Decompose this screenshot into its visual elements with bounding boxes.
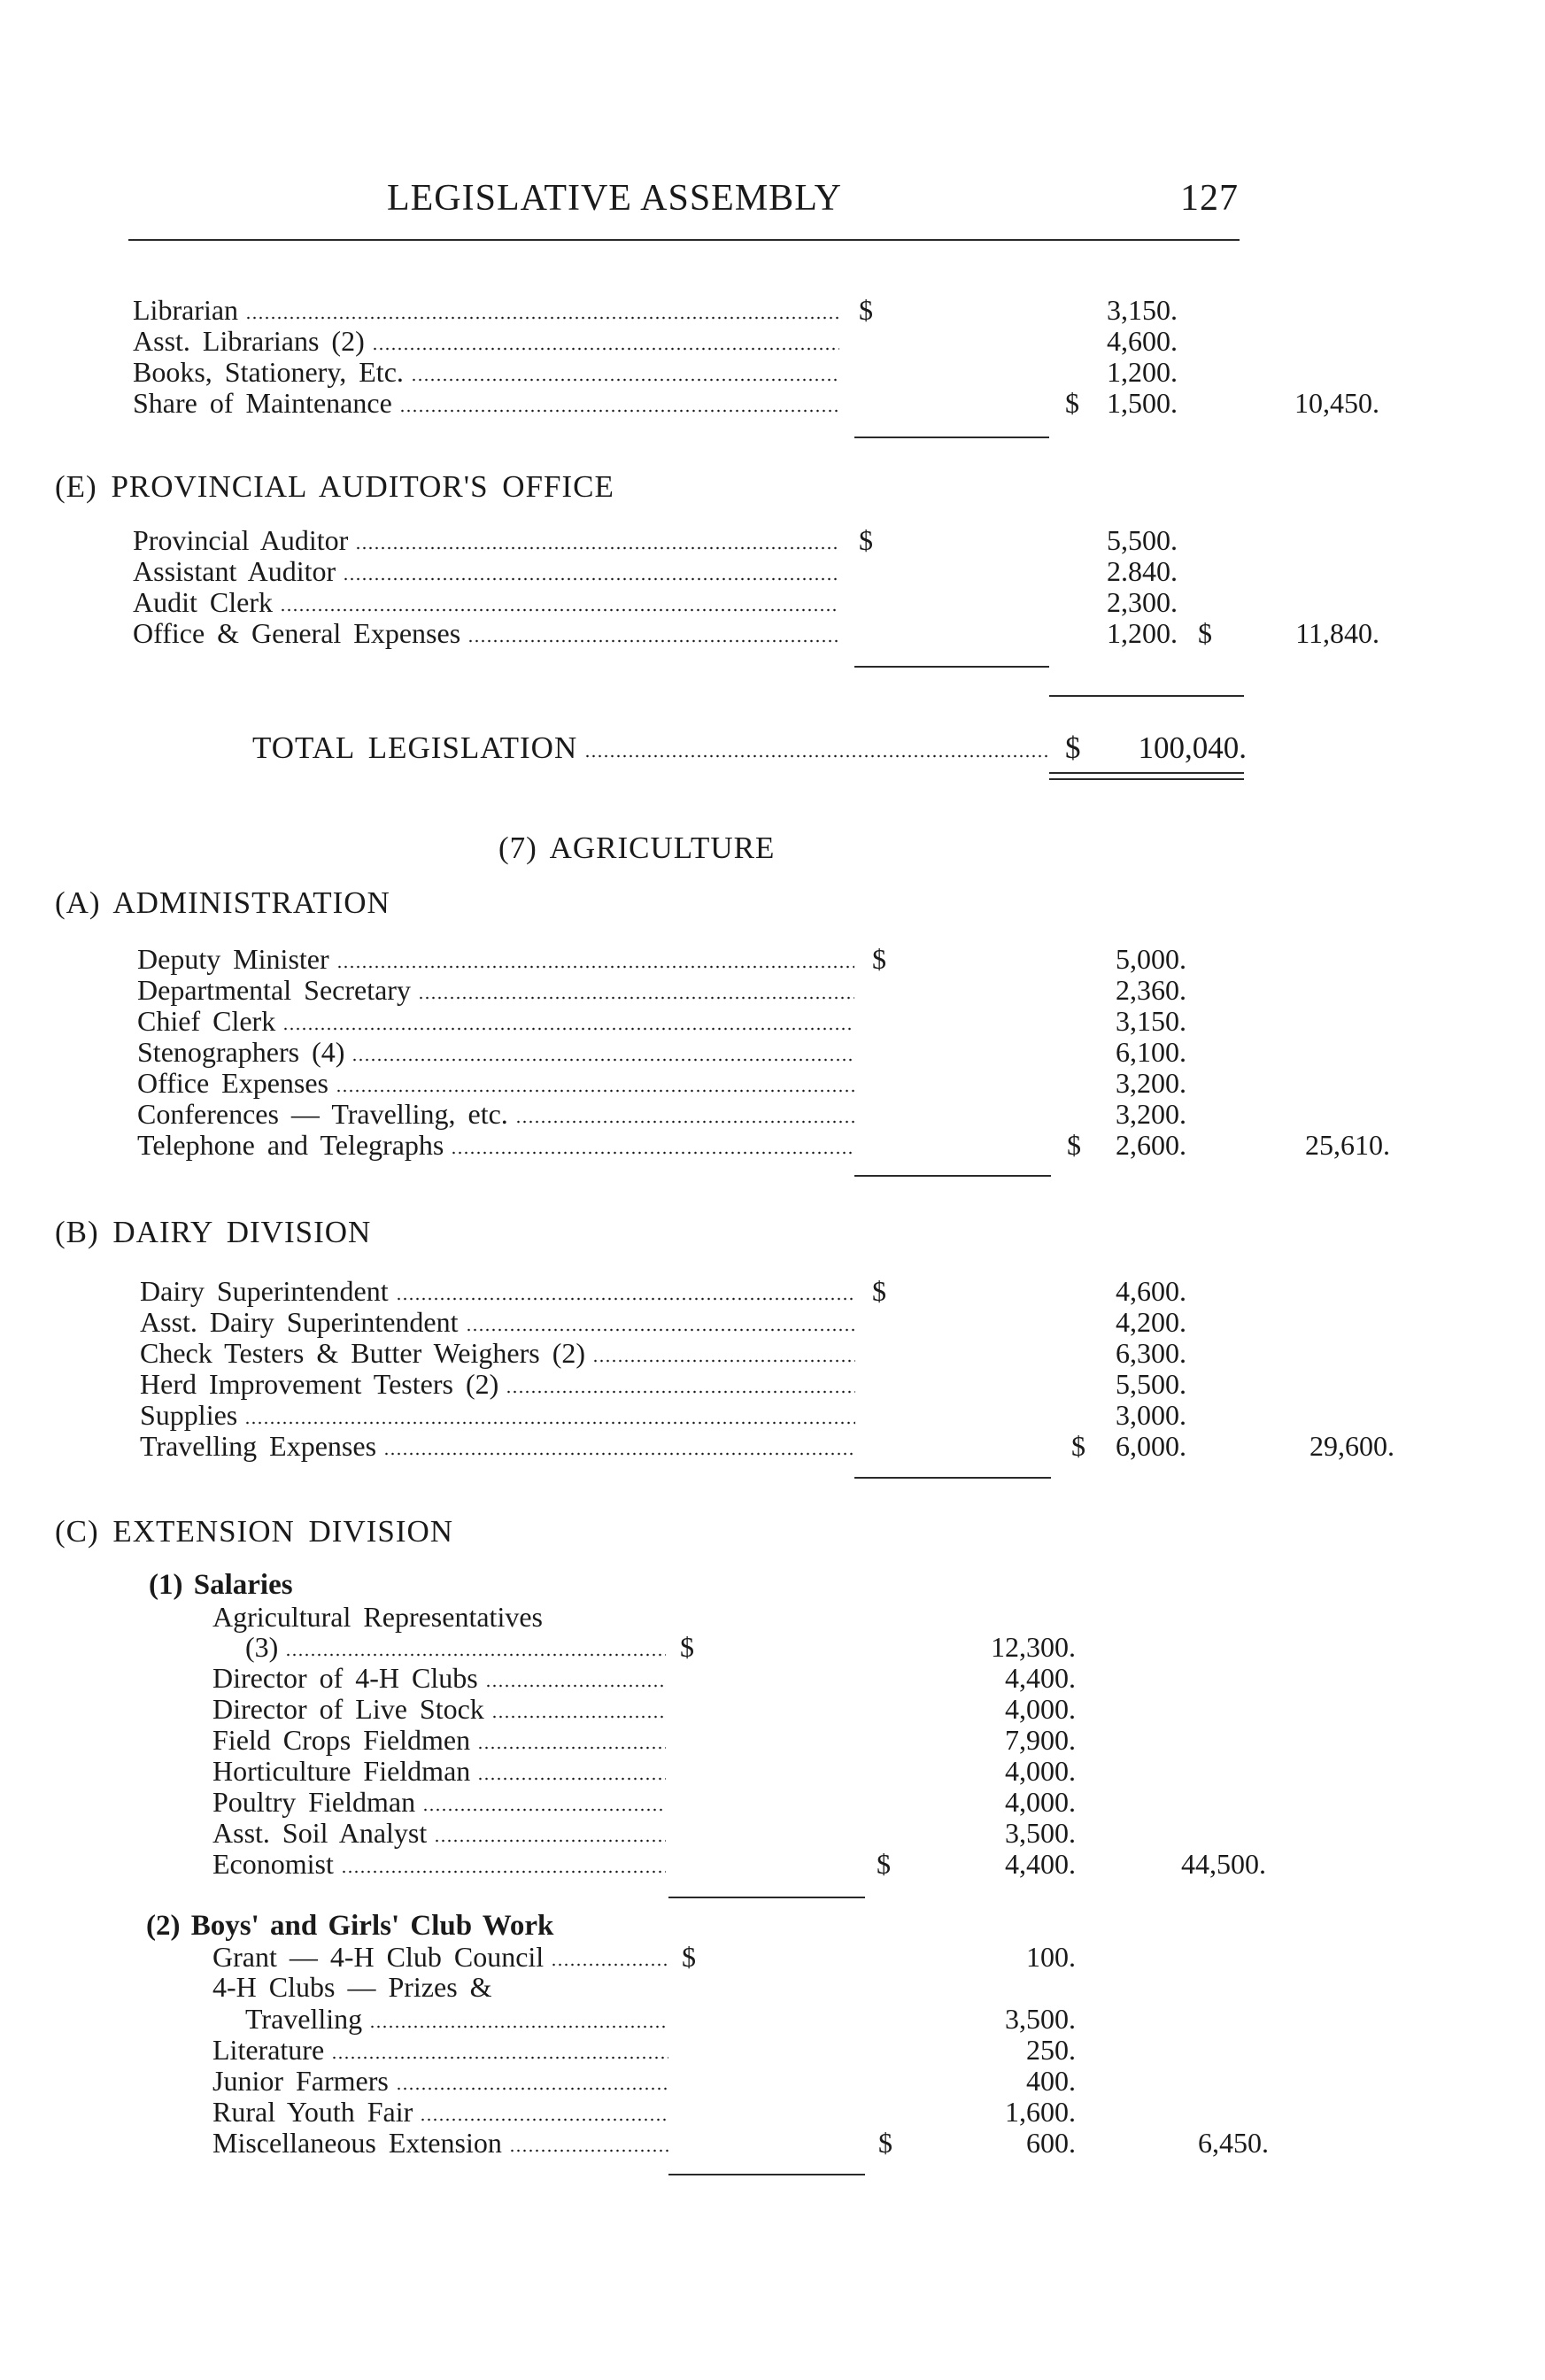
auditor-row-label: Office & General Expenses [133,617,461,649]
line-amount: 3,200. [1116,1067,1186,1099]
dollar-sign: $ [682,1941,696,1973]
agricultural-representatives-line: Agricultural Representatives [212,1601,543,1633]
line-amount: 4,600. [1107,325,1178,357]
dairy-row-label: Supplies [140,1399,238,1431]
section-total: 44,500. [1181,1848,1266,1880]
auditor-row-label: Provincial Auditor [133,524,349,556]
subtotal-rule [668,1897,865,1898]
leader-dots [245,316,839,320]
leader-dots [343,577,839,581]
leader-dots [396,2087,668,2090]
section-total: 29,600. [1309,1430,1394,1462]
subtotal-rule [854,1175,1051,1177]
prizes-line: 4-H Clubs — Prizes & [212,1971,492,2003]
leader-dots [383,1452,855,1456]
line-amount: 3,150. [1116,1005,1186,1037]
library-row-label: Share of Maintenance [133,387,392,419]
line-amount: 4,600. [1116,1275,1186,1307]
subtotal-rule [668,2174,865,2175]
dollar-sign: $ [859,294,873,326]
leader-dots [515,1120,854,1124]
agriculture-heading: (7) AGRICULTURE [498,831,776,865]
dollar-sign: $ [877,1848,891,1880]
admin-row-label: Conferences — Travelling, etc. [137,1098,508,1130]
section-heading: (E) PROVINCIAL AUDITOR'S OFFICE [55,469,614,504]
club-row-label: Rural Youth Fair [212,2096,413,2128]
subtotal-rule [854,666,1049,668]
leader-dots [509,2149,668,2152]
dollar-sign: $ [872,943,886,975]
admin-row-label: Telephone and Telegraphs [137,1129,444,1161]
section-total: 6,450. [1198,2127,1269,2159]
leader-dots [584,754,1049,758]
line-amount: 1,200. [1107,617,1178,649]
line-amount: 2,300. [1107,586,1178,618]
leader-dots [331,2056,668,2059]
leader-dots [351,1058,854,1062]
line-amount: 5,500. [1116,1368,1186,1400]
dollar-sign: $ [878,2127,892,2159]
leader-dots [551,1963,668,1967]
leader-dots [280,608,839,612]
salary-row-label: Horticulture Fieldman [212,1755,471,1787]
subtotal-rule [854,437,1049,438]
leader-dots [422,1808,666,1812]
section-heading: (B) DAIRY DIVISION [55,1215,372,1249]
line-amount: 12,300. [991,1631,1076,1663]
leader-dots [506,1390,855,1394]
total-legislation-label: TOTAL LEGISLATION [252,730,578,765]
header-divider [128,239,1240,241]
leader-dots [411,378,839,382]
line-amount: 4,000. [1005,1786,1076,1818]
club-row-label: Travelling [245,2003,363,2035]
leader-dots [477,1777,666,1781]
club-row-label: Literature [212,2034,325,2066]
leader-dots [477,1746,666,1750]
salary-row-label: (3) [245,1631,279,1663]
line-amount: 4,200. [1116,1306,1186,1338]
leader-dots [466,1328,856,1332]
club-work-heading: (2) Boys' and Girls' Club Work [146,1910,554,1942]
leader-dots [418,996,854,1000]
leader-dots [420,2118,668,2121]
club-row-label: Miscellaneous Extension [212,2127,502,2159]
line-amount: 6,300. [1116,1337,1186,1369]
leader-dots [396,1297,855,1301]
line-amount: 4,400. [1005,1662,1076,1694]
dollar-sign: $ [1065,730,1081,765]
section-total: 11,840. [1295,617,1379,649]
leader-dots [369,2025,668,2028]
admin-row-label: Stenographers (4) [137,1036,345,1068]
line-amount: 3,200. [1116,1098,1186,1130]
leader-dots [372,347,839,351]
total-legislation-amount: 100,040. [1138,730,1247,765]
line-amount: 6,100. [1116,1036,1186,1068]
admin-row-label: Departmental Secretary [137,974,411,1006]
dairy-row-label: Travelling Expenses [140,1430,377,1462]
line-amount: 1,600. [1005,2096,1076,2128]
leader-dots [399,409,839,413]
leader-dots [282,1027,854,1031]
leader-dots [485,1684,666,1688]
leader-dots [244,1421,855,1425]
line-amount: 5,000. [1116,943,1186,975]
admin-row-label: Chief Clerk [137,1005,276,1037]
dollar-sign: $ [680,1631,694,1663]
line-amount: 600. [1026,2127,1076,2159]
line-amount: 2,360. [1116,974,1186,1006]
admin-row-label: Office Expenses [137,1067,328,1099]
line-amount: 100. [1026,1941,1076,1973]
salary-row-label: Poultry Fieldman [212,1786,416,1818]
salary-row-label: Field Crops Fieldmen [212,1724,471,1756]
dollar-sign: $ [1198,617,1212,649]
line-amount: 4,000. [1005,1693,1076,1725]
leader-dots [491,1715,666,1719]
auditor-row-label: Assistant Auditor [133,555,336,587]
total-rule [1049,695,1244,697]
leader-dots [336,965,854,969]
leader-dots [451,1151,854,1155]
page-header-title: LEGISLATIVE ASSEMBLY [387,178,842,219]
dollar-sign: $ [1071,1430,1085,1462]
library-row-label: Asst. Librarians (2) [133,325,365,357]
page-number: 127 [1180,178,1239,219]
total-double-rule-top [1049,772,1244,774]
salary-row-label: Asst. Soil Analyst [212,1817,428,1849]
leader-dots [355,546,839,550]
admin-row-label: Deputy Minister [137,943,329,975]
line-amount: 400. [1026,2065,1076,2097]
leader-dots [467,639,839,643]
salary-row-label: Director of 4-H Clubs [212,1662,478,1694]
dollar-sign: $ [1067,1129,1081,1161]
line-amount: 5,500. [1107,524,1178,556]
section-heading: (C) EXTENSION DIVISION [55,1514,454,1549]
club-row-label: Junior Farmers [212,2065,389,2097]
line-amount: 3,500. [1005,1817,1076,1849]
dairy-row-label: Asst. Dairy Superintendent [140,1306,459,1338]
line-amount: 4,000. [1005,1755,1076,1787]
auditor-row-label: Audit Clerk [133,586,273,618]
section-total: 25,610. [1305,1129,1390,1161]
line-amount: 4,400. [1005,1848,1076,1880]
line-amount: 1,200. [1107,356,1178,388]
line-amount: 7,900. [1005,1724,1076,1756]
salaries-heading: (1) Salaries [149,1569,293,1601]
line-amount: 250. [1026,2034,1076,2066]
line-amount: 3,150. [1107,294,1178,326]
leader-dots [336,1089,854,1093]
dairy-row-label: Herd Improvement Testers (2) [140,1368,499,1400]
line-amount: 2,600. [1116,1129,1186,1161]
leader-dots [341,1870,666,1874]
dollar-sign: $ [1065,387,1079,419]
section-total: 10,450. [1294,387,1379,419]
library-row-label: Books, Stationery, Etc. [133,356,404,388]
leader-dots [592,1359,855,1363]
leader-dots [285,1653,666,1657]
section-heading: (A) ADMINISTRATION [55,885,390,920]
dollar-sign: $ [872,1275,886,1307]
dairy-row-label: Check Testers & Butter Weighers (2) [140,1337,585,1369]
library-row-label: Librarian [133,294,239,326]
salary-row-label: Economist [212,1848,334,1880]
total-double-rule-bottom [1049,778,1244,780]
salary-row-label: Director of Live Stock [212,1693,484,1725]
line-amount: 3,000. [1116,1399,1186,1431]
line-amount: 2.840. [1107,555,1178,587]
dollar-sign: $ [859,524,873,556]
line-amount: 3,500. [1005,2003,1076,2035]
leader-dots [434,1839,666,1843]
line-amount: 6,000. [1116,1430,1186,1462]
line-amount: 1,500. [1107,387,1178,419]
subtotal-rule [854,1477,1051,1479]
club-row-label: Grant — 4-H Club Council [212,1941,545,1973]
dairy-row-label: Dairy Superintendent [140,1275,389,1307]
